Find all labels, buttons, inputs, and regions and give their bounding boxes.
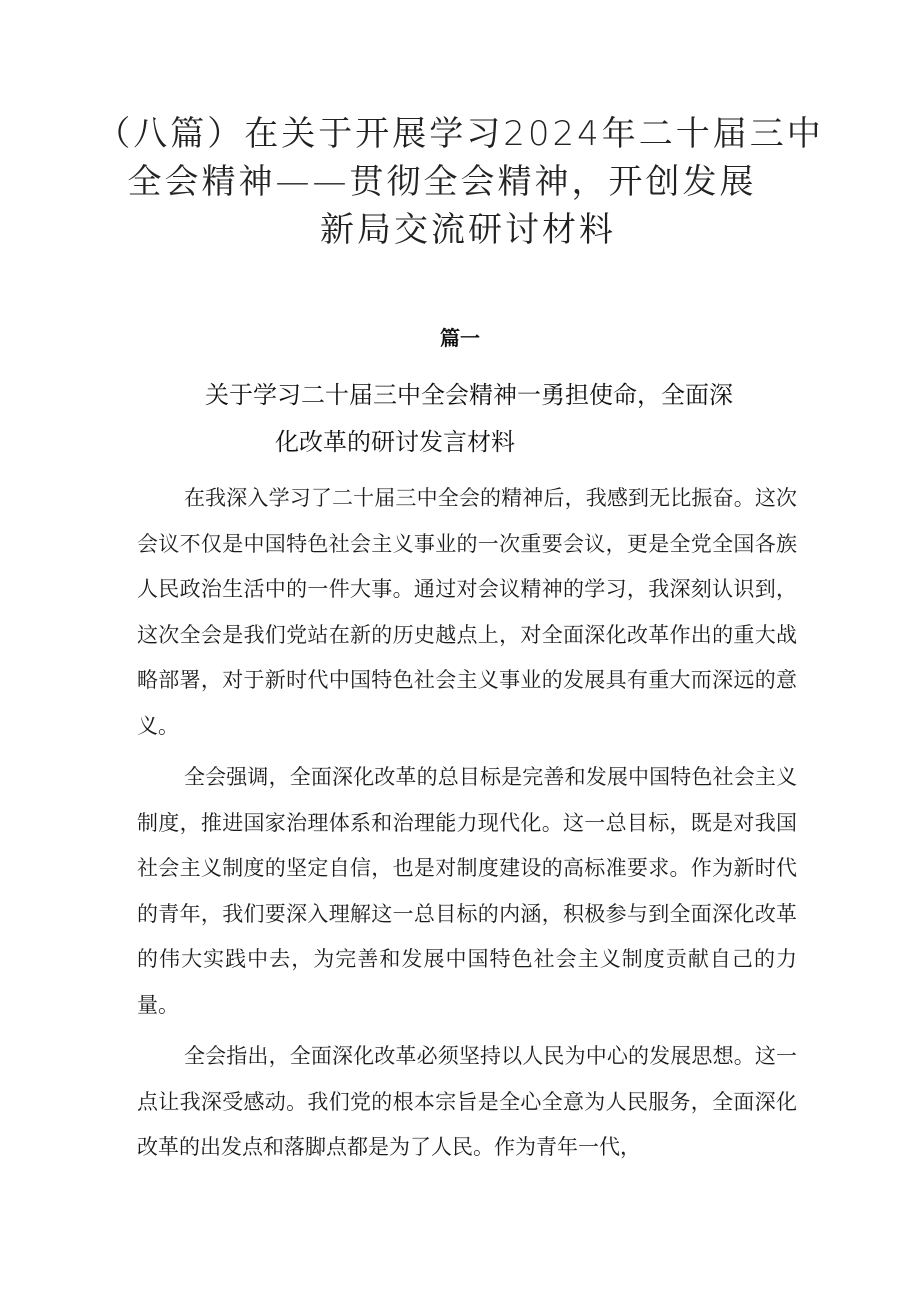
- section-label: 篇一: [440, 326, 480, 350]
- body-paragraph-3: 全会指出，全面深化改革必须坚持以人民为中心的发展思想。这一点让我深受感动。我们党的根本宗旨是全心全意为人民服务，全面深化改革的出发点和落脚点都是为了人民。作为青年一代，: [137, 1044, 797, 1159]
- subtitle-line-1: 关于学习二十届三中全会精神一勇担使命，全面深: [205, 381, 733, 409]
- main-title-line-3: 新局交流研讨材料: [320, 210, 616, 250]
- subtitle-line-2: 化改革的研讨发言材料: [275, 428, 515, 456]
- body-paragraph-2: 全会强调，全面深化改革的总目标是完善和发展中国特色社会主义制度，推进国家治理体系和治理能力现代化。这一总目标，既是对我国社会主义制度的坚定自信，也是对制度建设的高标准要求。作为新时代的青年，我们要深入理解这一总目标的内涵，积极参与到全面深化改革的伟大实践中去，为完善和发展中国特色社会主义制度贡献自己的力量。: [137, 765, 797, 1017]
- main-title-line-1: （八篇）在关于开展学习2024年二十届三中: [96, 114, 824, 154]
- body-paragraph-1: 在我深入学习了二十届三中全会的精神后，我感到无比振奋。这次会议不仅是中国特色社会主义事业的一次重要会议，更是全党全国各族人民政治生活中的一件大事。通过对会议精神的学习，我深刻认识到，这次全会是我们党站在新的历史越点上，对全面深化改革作出的重大战略部署，对于新时代中国特色社会主义事业的发展具有重大而深远的意义。: [137, 486, 797, 738]
- main-title-line-2: 全会精神——贯彻全会精神，开创发展: [127, 162, 757, 202]
